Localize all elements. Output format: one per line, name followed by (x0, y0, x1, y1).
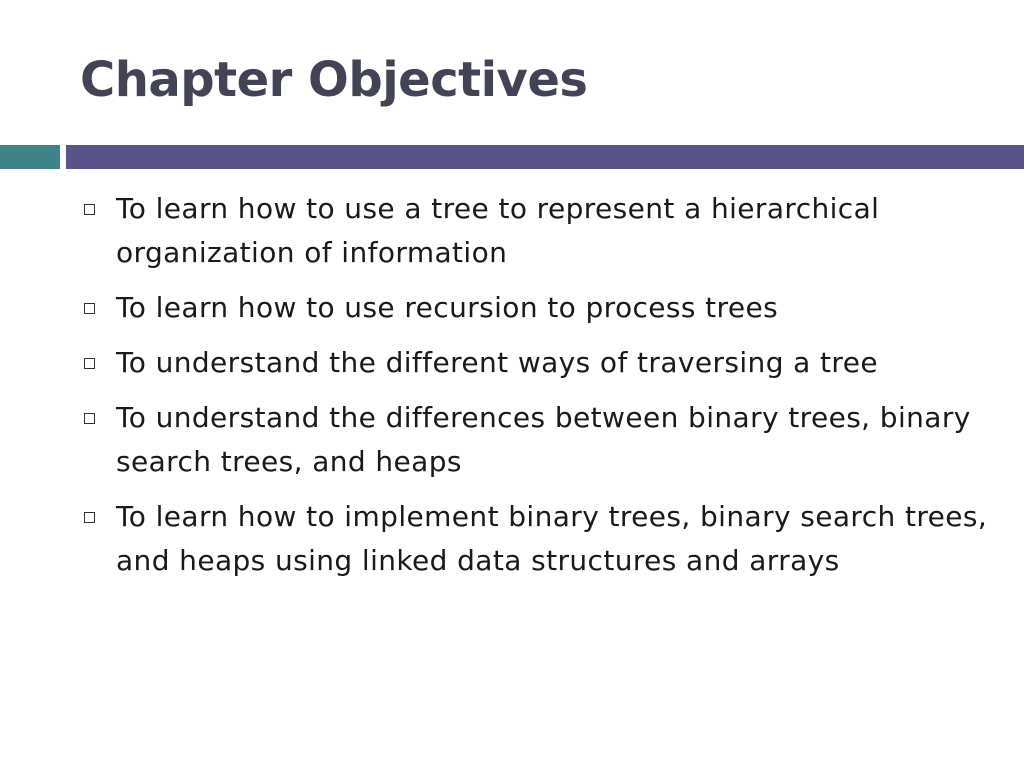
accent-bar-left (0, 145, 60, 169)
objectives-list (82, 187, 1002, 594)
hollow-square-bullet-icon (84, 413, 95, 424)
objective-item (82, 341, 1002, 385)
hollow-square-bullet-icon (84, 358, 95, 369)
accent-bar-main (66, 145, 1024, 169)
objective-item (82, 396, 1002, 484)
hollow-square-bullet-icon (84, 512, 95, 523)
objective-item (82, 187, 1002, 275)
objective-item (82, 286, 1002, 330)
objective-text: To understand the differences between binary trees, binary search trees, and heaps (116, 401, 971, 478)
hollow-square-bullet-icon (84, 204, 95, 215)
slide-title: Chapter Objectives (80, 52, 588, 108)
objective-text: To understand the different ways of traversing a tree (116, 346, 878, 379)
objective-text: To learn how to implement binary trees, binary search trees, and heaps using linked data structures and arrays (116, 500, 988, 577)
hollow-square-bullet-icon (84, 303, 95, 314)
objective-text: To learn how to use a tree to represent a hierarchical organization of information (116, 192, 880, 269)
objective-item (82, 495, 1002, 583)
objective-text: To learn how to use recursion to process trees (116, 291, 779, 324)
